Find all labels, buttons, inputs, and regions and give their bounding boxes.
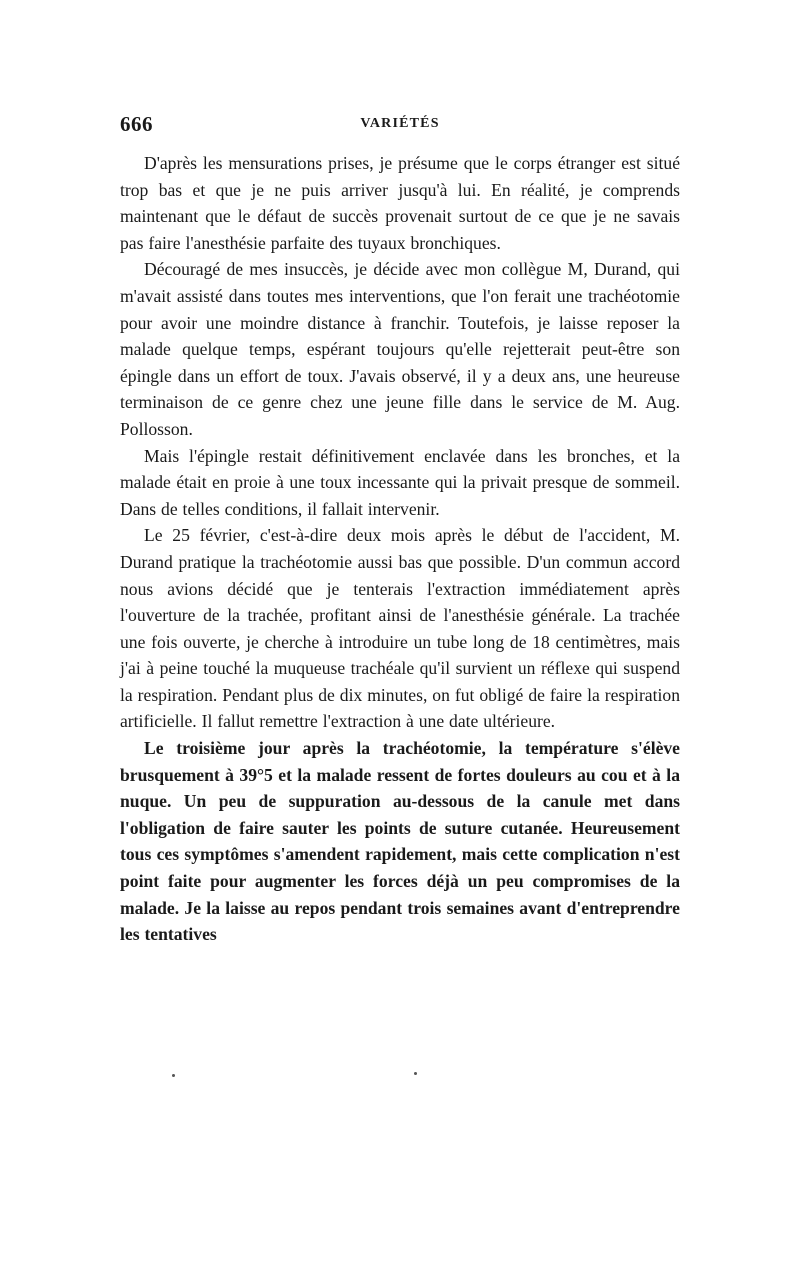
paragraph-4: Le 25 février, c'est-à-dire deux mois après le début de l'accident, M. Durand pratique la trachéotomie aussi bas que possible. D'un commun accord nous avions décidé que je tenterais l'extraction immédiatement après l'ouverture de la trachée, profitant ainsi de l'anesthésie générale. La trachée une fois ouverte, je cherche à introduire un tube long de 18 centimètres, mais j'ai à peine touché la muqueuse trachéale qu'il survient un réflexe qui suspend la respiration. Pendant plus de dix minutes, on fut obligé de faire la respiration artificielle. Il fallut remettre l'extraction à une date ultérieure. xyxy=(120,525,680,732)
page-header xyxy=(120,112,680,142)
body-text xyxy=(120,150,680,948)
print-speck xyxy=(414,1072,417,1075)
running-title: VARIÉTÉS xyxy=(360,116,440,131)
paragraph-5: Le troisième jour après la trachéotomie, la température s'élève brusquement à 39°5 et la malade ressent de fortes douleurs au cou et à la nuque. Un peu de suppuration au-dessous de la canule met dans l'obligation de faire sauter les points de suture cutanée. Heureusement tous ces symptômes s'amendent rapidement, mais cette complication n'est point faite pour augmenter les forces déjà un peu compromises de la malade. Je la laisse au repos pendant trois semaines avant d'entreprendre les tentatives xyxy=(120,738,680,945)
page-number: 666 xyxy=(120,112,153,136)
print-speck xyxy=(172,1074,175,1077)
paragraph-1: D'après les mensurations prises, je présume que le corps étranger est situé trop bas et que je ne puis arriver jusqu'à lui. En réalité, je comprends maintenant que le défaut de succès provenait surtout de ce que je ne savais pas faire l'anesthésie parfaite des tuyaux bronchiques. xyxy=(120,153,680,253)
paragraph-2: Découragé de mes insuccès, je décide avec mon collègue M, Durand, qui m'avait assisté dans toutes mes interventions, que l'on ferait une trachéotomie pour avoir une moindre distance à franchir. Toutefois, je laisse reposer la malade quelque temps, espérant toujours qu'elle rejetterait peut-être son épingle dans un effort de toux. J'avais observé, il y a deux ans, une heureuse terminaison de ce genre chez une jeune fille dans le service de M. Aug. Pollosson. xyxy=(120,259,680,439)
paragraph-3: Mais l'épingle restait définitivement enclavée dans les bronches, et la malade était en proie à une toux incessante qui la privait presque de sommeil. Dans de telles conditions, il fallait intervenir. xyxy=(120,445,680,519)
